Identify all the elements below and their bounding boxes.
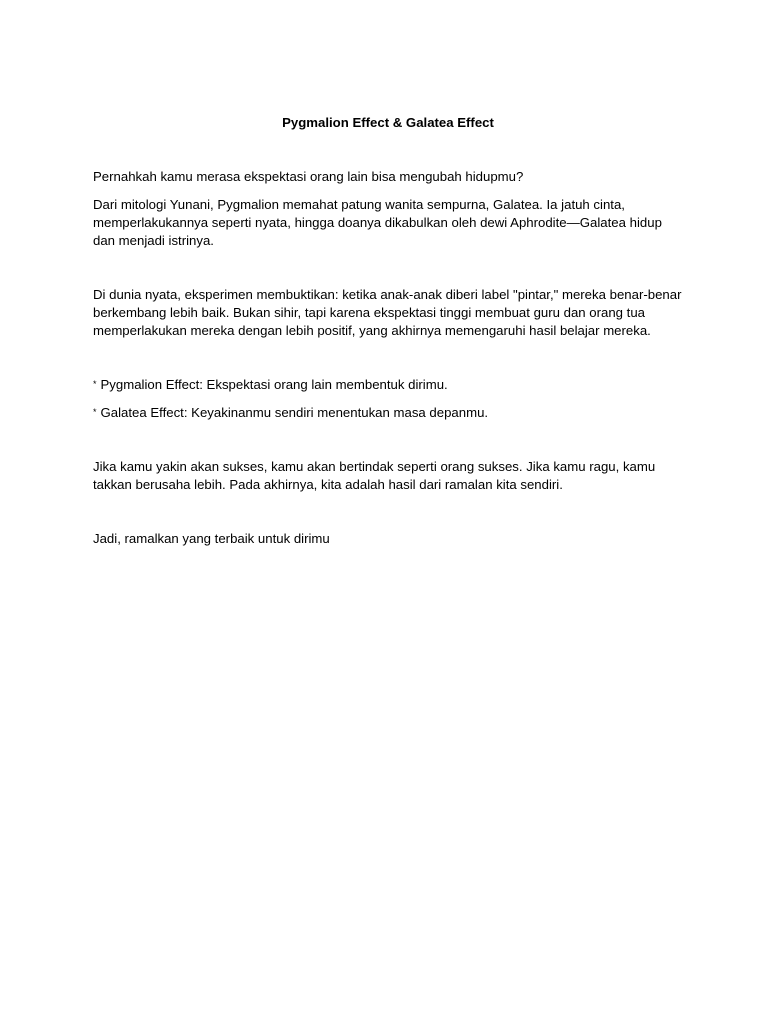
conclusion-paragraph: Jika kamu yakin akan sukses, kamu akan bertindak seperti orang sukses. Jika kamu ragu, kamu takkan berusaha lebih. Pada akhirnya, kita adalah hasil dari ramalan kita sendiri. [93, 459, 656, 492]
intro-question: Pernahkah kamu merasa ekspektasi orang lain bisa mengubah hidupmu? [93, 169, 524, 184]
closing-line: Jadi, ramalkan yang terbaik untuk dirimu [93, 531, 330, 546]
experiment-paragraph: Di dunia nyata, eksperimen membuktikan: ketika anak-anak diberi label "pintar," mereka benar-benar berkembang lebih baik. Bukan sihir, tapi karena ekspektasi tinggi membuat guru dan orang tua memperlakukan mereka dengan lebih positif, yang akhirnya memengaruhi hasil belajar mereka. [93, 287, 682, 338]
bullet-text: Galatea Effect: Keyakinanmu sendiri menentukan masa depanmu. [100, 405, 489, 420]
bullet-text: Pygmalion Effect: Ekspektasi orang lain membentuk dirimu. [100, 377, 448, 392]
bullet-galatea [93, 404, 683, 422]
bullet-mark: * [93, 407, 97, 417]
document-body [93, 114, 683, 548]
document-title: Pygmalion Effect & Galatea Effect [282, 115, 494, 130]
bullet-pygmalion [93, 376, 683, 394]
bullet-mark: * [93, 379, 97, 389]
myth-paragraph: Dari mitologi Yunani, Pygmalion memahat patung wanita sempurna, Galatea. Ia jatuh cinta, memperlakukannya seperti nyata, hingga doanya dikabulkan oleh dewi Aphrodite—Galatea hidup dan menjadi istrinya. [93, 197, 662, 248]
